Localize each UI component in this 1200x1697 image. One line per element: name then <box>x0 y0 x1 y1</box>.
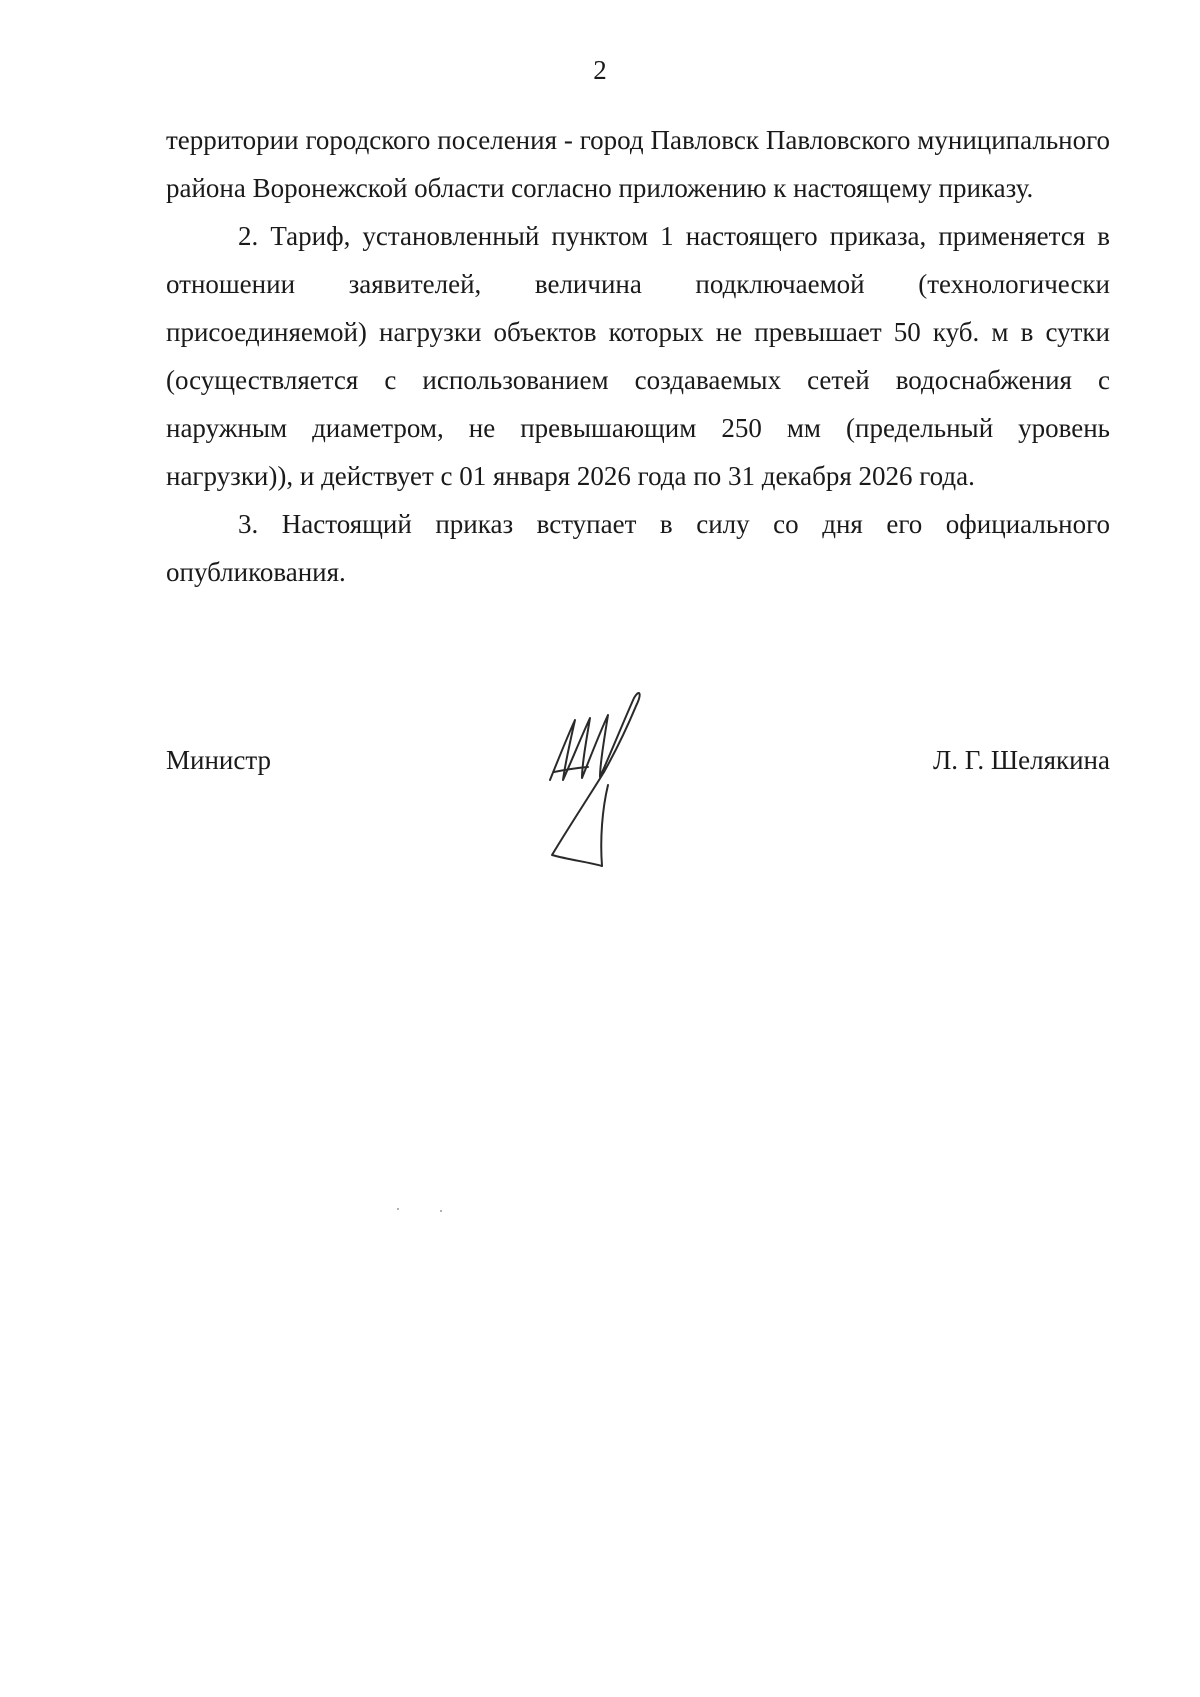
signatory-name: Л. Г. Шелякина <box>933 745 1110 775</box>
page-number: 2 <box>593 55 607 85</box>
signatory-title: Министр <box>166 745 271 775</box>
scan-speck <box>397 1208 399 1210</box>
handwritten-signature-icon <box>530 680 680 890</box>
scan-speck <box>440 1210 442 1212</box>
paragraph-item-3: 3. Настоящий приказ вступает в силу со дня его официального опубликования. <box>166 509 1110 587</box>
document-body <box>166 116 1110 596</box>
paragraph-continuation: территории городского поселения - город Павловск Павловского муниципального района Воронежской области согласно приложению к настоящему приказу. <box>166 125 1110 203</box>
paragraph-item-2: 2. Тариф, установленный пунктом 1 настоящего приказа, применяется в отношении заявителей, величина подключаемой (технологически присоединяемой) нагрузки объектов которых не превышает 50 куб. м в сутки (осуществляется с использованием создаваемых сетей водоснабжения с наружным диаметром, не превышающим 250 мм (предельный уровень нагрузки)), и действует с 01 января 2026 года по 31 декабря 2026 года. <box>166 221 1110 491</box>
